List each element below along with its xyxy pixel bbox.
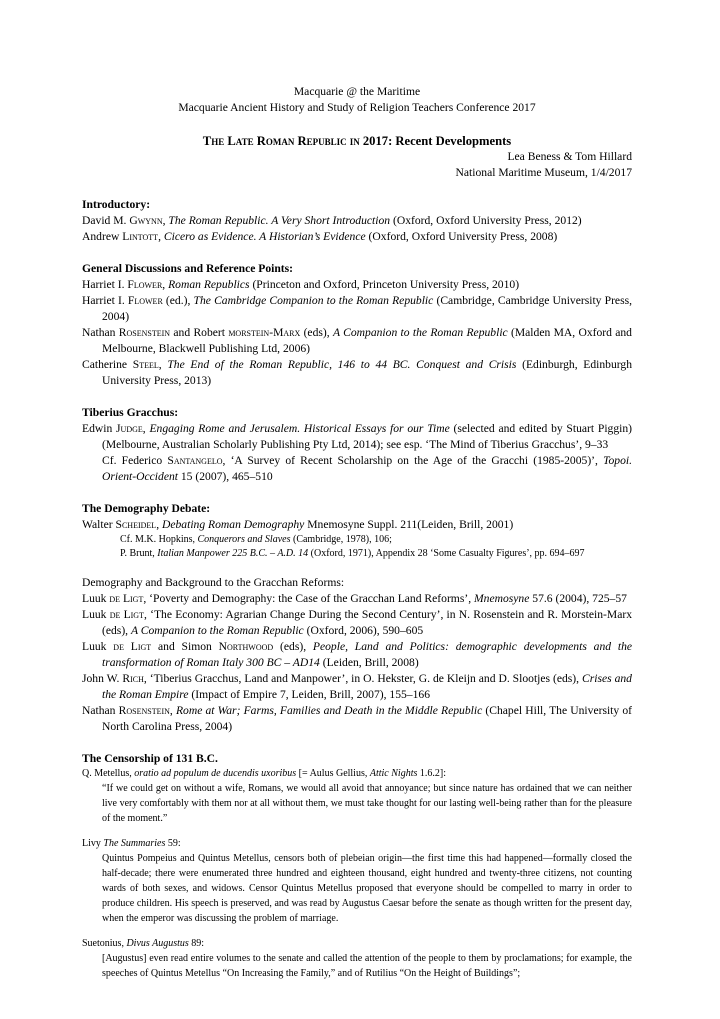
section-heading-background: Demography and Background to the Gracchan Reforms:	[82, 576, 345, 589]
quotation: Quintus Pompeius and Quintus Metellus, censors both of plebeian origin—the first time this had happened—formally closed the half-decade; there were enumerated three hundred and eighteen thousand, eight hundred and twenty-three citizens, not counting wards of both sexes, and widows. Censor Quintus Metellus proposed that everyone should be compelled to marry in order to produce children. His speech is preserved, and was read by Augustus Caesar before the senate as though written for the present day, when the emperor was discussing the problem of marriage.	[102, 852, 632, 925]
quotation: [Augustus] even read entire volumes to the senate and called the attention of the people to them by proclamations; for example, the speeches of Quintus Metellus “On Increasing the Family,” and of Rutilius “On the Height of Buildings”;	[102, 952, 632, 979]
venue-date: National Maritime Museum, 1/4/2017	[455, 166, 632, 179]
section-heading-general: General Discussions and Reference Points:	[82, 262, 294, 275]
bib-entry: John W. Rich, ‘Tiberius Gracchus, Land and Manpower’, in O. Hekster, G. de Kleijn and D. Slootjes (eds), Crises and the Roman Empire (Impact of Empire 7, Leiden, Brill, 2007), 155–166	[82, 672, 632, 701]
source-citation: Livy The Summaries 59:	[82, 837, 181, 849]
bib-entry: Luuk de Ligt and Simon Northwood (eds), People, Land and Politics: demographic developments and the transformation of Roman Italy 300 BC – AD14 (Leiden, Brill, 2008)	[82, 640, 633, 669]
section-heading-censorship: The Censorship of 131 B.C.	[82, 752, 218, 765]
title-rest: 2017: Recent Developments	[359, 134, 512, 148]
section-heading-tiberius: Tiberius Gracchus:	[82, 406, 179, 419]
section-heading-demography: The Demography Debate:	[82, 502, 211, 515]
document-title	[82, 133, 632, 149]
section-heading-introductory: Introductory:	[82, 198, 151, 211]
bib-entry: Luuk de Ligt, ‘Poverty and Demography: the Case of the Gracchan Land Reforms’, Mnemosyne 57.6 (2004), 725–57	[82, 592, 627, 605]
source-citation: Suetonius, Divus Augustus 89:	[82, 937, 205, 949]
bib-entry: Nathan Rosenstein, Rome at War; Farms, Families and Death in the Middle Republic (Chapel Hill, The University of North Carolina Press, 2004)	[82, 704, 632, 733]
quotation: “If we could get on without a wife, Romans, we would all avoid that annoyance; but since nature has ordained that we can neither live very comfortably with them nor at all without them, we must take thought for our lasting well-being rather than for the pleasure of the moment.”	[102, 783, 632, 825]
title-smallcaps: The Late Roman Republic in	[202, 134, 360, 148]
bib-entry: Andrew Lintott, Cicero as Evidence. A Historian’s Evidence (Oxford, Oxford University Press, 2008)	[82, 230, 558, 243]
conference-name: Macquarie @ the Maritime	[293, 85, 421, 98]
bib-cf-entry: Cf. M.K. Hopkins, Conquerors and Slaves (Cambridge, 1978), 106;	[120, 534, 392, 545]
bib-entry: Harriet I. Flower (ed.), The Cambridge Companion to the Roman Republic (Cambridge, Cambridge University Press, 2004)	[82, 294, 632, 323]
authors: Lea Beness & Tom Hillard	[507, 150, 632, 163]
bib-entry: Nathan Rosenstein and Robert morstein-Marx (eds), A Companion to the Roman Republic (Malden MA, Oxford and Melbourne, Blackwell Publishing Ltd, 2006)	[82, 326, 632, 355]
bib-entry: Harriet I. Flower, Roman Republics (Princeton and Oxford, Princeton University Press, 2010)	[82, 278, 520, 291]
bib-entry: Edwin Judge, Engaging Rome and Jerusalem. Historical Essays for our Time (selected and edited by Stuart Piggin) (Melbourne, Australian Scholarly Publishing Pty Ltd, 2014); see esp. ‘The Mind of Tiberius Gracchus’, 9–33	[82, 422, 633, 451]
source-citation: Q. Metellus, oratio ad populum de ducendis uxoribus [= Aulus Gellius, Attic Nights 1.6.2]:	[82, 768, 446, 779]
bib-cf-entry: Cf. Federico Santangelo, ‘A Survey of Recent Scholarship on the Age of the Gracchi (1985-2005)’, Topoi. Orient-Occident 15 (2007), 465–510	[102, 454, 633, 483]
bib-cf-entry: P. Brunt, Italian Manpower 225 B.C. – A.D. 14 (Oxford, 1971), Appendix 28 ‘Some Casualty Figures’, pp. 694–697	[120, 548, 585, 559]
bib-entry: Luuk de Ligt, ‘The Economy: Agrarian Change During the Second Century’, in N. Rosenstein and R. Morstein-Marx (eds), A Companion to the Roman Republic (Oxford, 2006), 590–605	[82, 608, 632, 637]
bib-entry: Walter Scheidel, Debating Roman Demography Mnemosyne Suppl. 211(Leiden, Brill, 2001)	[82, 518, 514, 531]
conference-subtitle: Macquarie Ancient History and Study of Religion Teachers Conference 2017	[178, 101, 536, 114]
bib-entry: David M. Gwynn, The Roman Republic. A Very Short Introduction (Oxford, Oxford University Press, 2012)	[82, 214, 582, 227]
bib-entry: Catherine Steel, The End of the Roman Republic, 146 to 44 BC. Conquest and Crisis (Edinburgh, Edinburgh University Press, 2013)	[82, 358, 633, 387]
